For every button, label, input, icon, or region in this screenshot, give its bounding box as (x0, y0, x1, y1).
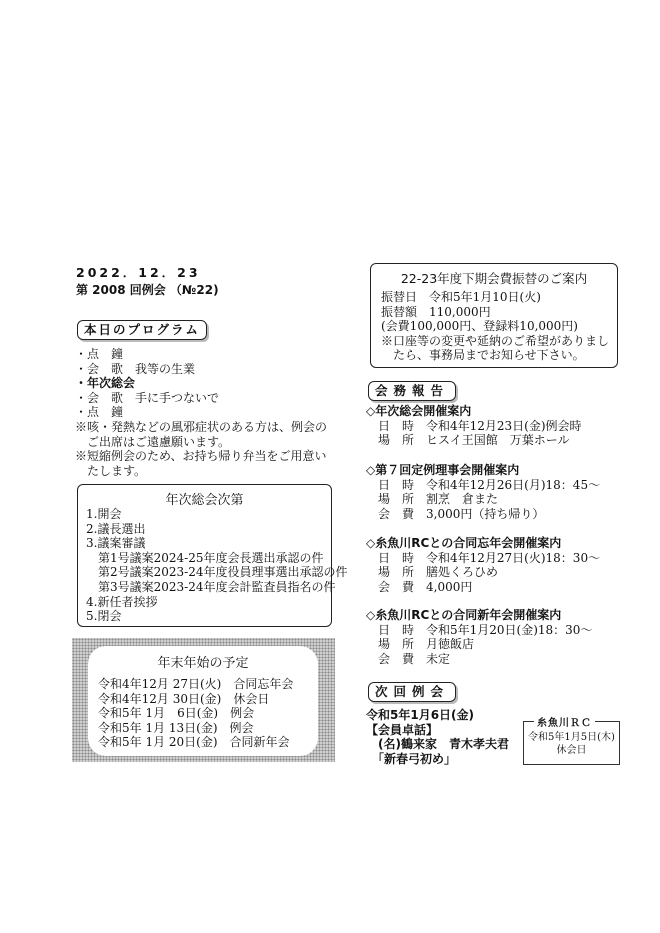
fee-line: ※口座等の変更や延納のご希望がありまし (381, 333, 610, 348)
report-section-1 (366, 404, 582, 448)
schedule-title: 年末年始の予定 (157, 656, 249, 671)
fee-line: たら、事務局までお知らせ下さい。 (381, 348, 585, 363)
issue-number: 第 2008 回例会 （№22) (76, 283, 219, 297)
report-section-title: ◇第７回定例理事会開催案内 (366, 463, 520, 477)
next-header: 次回例会 (368, 682, 456, 702)
report-line: 場 所 割烹 倉また (378, 492, 499, 507)
rc-box-line: 令和5年1月5日(木) (528, 732, 615, 743)
agenda-item: 1.開会 (86, 507, 122, 521)
agenda-item: 第1号議案2024-25年度会長選出承認の件 (86, 550, 324, 565)
issue-date: 2022．12．23 (76, 265, 201, 280)
program-item: ・点 鐘 (75, 347, 124, 361)
fee-line: (会費100,000円、登録料10,000円) (381, 319, 578, 334)
program-note: ※短縮例会のため、お持ち帰り弁当をご用意い (75, 449, 327, 464)
schedule-item: 令和5年 1月 6日(金) 例会 (98, 706, 255, 721)
program-list (75, 347, 327, 478)
agenda-item: 3.議案審議 (86, 536, 146, 551)
rc-box-line: 休会日 (556, 745, 587, 756)
report-header: 会務報告 (368, 381, 456, 401)
program-header: 本日のプログラム (77, 320, 207, 340)
program-item: ・点 鐘 (75, 405, 124, 420)
report-section-2 (366, 463, 600, 521)
program-item: ・会 歌 我等の生業 (75, 361, 196, 376)
report-section-title: ◇糸魚川RCとの合同忘年会開催案内 (366, 536, 562, 550)
program-note: ご出席はご遠慮願います。 (75, 434, 231, 449)
next-list (366, 708, 509, 766)
next-date: 令和5年1月6日(金) (366, 708, 475, 722)
next-line: 【会員卓話】 (366, 722, 439, 737)
fee-box (370, 263, 618, 368)
agenda-item: 第3号議案2023-24年度会計監査員指名の件 (86, 579, 336, 594)
agenda-item: 第2号議案2023-24年度役員理事選出承認の件 (86, 565, 348, 580)
fee-list (381, 290, 609, 363)
report-line: 会 費 3,000円（持ち帰り） (378, 506, 545, 521)
report-line: 日 時 令和4年12月23日(金)例会時 (378, 418, 582, 433)
rc-box (523, 718, 620, 765)
schedule-box (88, 646, 318, 756)
agenda-item: 4.新任者挨拶 (86, 594, 158, 609)
schedule-item: 令和4年12月 27日(火) 合同忘年会 (98, 677, 294, 691)
next-line: 「新春弓初め」 (366, 751, 457, 766)
program-item: ・会 歌 手に手つないで (75, 390, 220, 405)
schedule-item: 令和4年12月 30日(金) 休会日 (98, 691, 270, 706)
agenda-item: 2.議長選出 (86, 521, 146, 536)
report-line: 場 所 膳処くろひめ (378, 565, 499, 580)
fee-line: 振替額 110,000円 (381, 304, 491, 319)
next-line: (名)鶴来家 青木孝夫君 (366, 737, 509, 752)
program-item: ・年次総会 (75, 376, 136, 391)
report-line: 会 費 未定 (378, 651, 451, 666)
program-note: ※咳・発熱などの風邪症状のある方は、例会の (75, 419, 328, 434)
report-line: 日 時 令和4年12月26日(月)18：45～ (378, 477, 601, 492)
fee-title: 22-23年度下期会費振替のご案内 (400, 271, 588, 286)
report-section-4 (366, 608, 592, 666)
report-section-title: ◇糸魚川RCとの合同新年会開催案内 (366, 608, 562, 622)
report-line: 場 所 月徳飯店 (378, 637, 475, 652)
report-line: 会 費 4,000円 (378, 579, 473, 594)
report-section-title: ◇年次総会開催案内 (366, 404, 472, 418)
schedule-item: 令和5年 1月 20日(金) 合同新年会 (98, 735, 290, 750)
schedule-list (98, 677, 293, 750)
program-note: たします。 (75, 463, 147, 478)
report-line: 日 時 令和5年1月20日(金)18：30～ (378, 622, 593, 637)
agenda-box (77, 484, 348, 627)
schedule-item: 令和5年 1月 13日(金) 例会 (98, 720, 254, 735)
report-line: 場 所 ヒスイ王国館 万葉ホール (378, 433, 570, 448)
report-line: 日 時 令和4年12月27日(火)18：30～ (378, 550, 601, 565)
agenda-item: 5.閉会 (86, 609, 122, 624)
rc-box-title: 糸魚川ＲＣ (534, 714, 595, 729)
agenda-list (86, 507, 348, 624)
fee-line: 振替日 令和5年1月10日(火) (381, 290, 541, 304)
agenda-title: 年次総会次第 (165, 493, 244, 508)
report-section-3 (366, 536, 600, 594)
